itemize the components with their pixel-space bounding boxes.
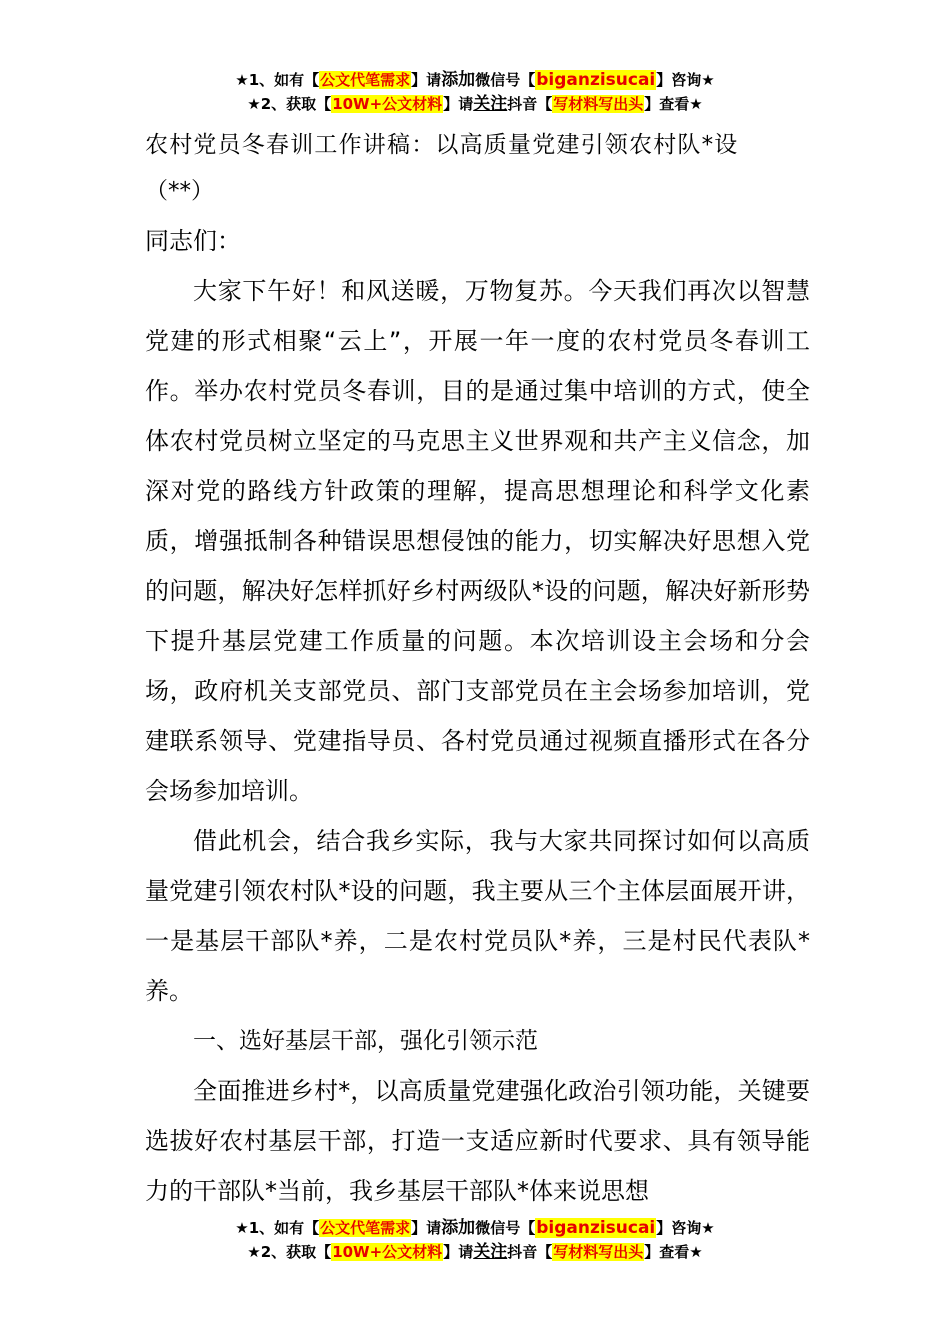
document-body xyxy=(145,122,810,1216)
highlight-service: 公文代笔需求 xyxy=(320,71,411,89)
paragraph-intro: 大家下午好！和风送暖，万物复苏。今天我们再次以智慧党建的形式相聚“云上”，开展一年一度的农村党员冬春训工作。举办农村党员冬春训，目的是通过集中培训的方式，使全体农村党员树立坚定的马克思主义世界观和共产主义信念，加深对党的路线方针政策的理解，提高思想理论和科学文化素质，增强抵制各种错误思想侵蚀的能力，切实解决好思想入党的问题，解决好怎样抓好乡村两级队*设的问题，解决好新形势下提升基层党建工作质量的问题。本次培训设主会场和分会场，政府机关支部党员、部门支部党员在主会场参加培训，党建联系领导、党建指导员、各村党员通过视频直播形式在各分会场参加培训。 xyxy=(145,277,810,805)
promo-line-2: ★2、获取【10W+公文材料】请关注抖音【写材料写出头】查看★ xyxy=(247,1242,703,1262)
document-title: 农村党员冬春训工作讲稿：以高质量党建引领农村队*设 xyxy=(145,132,739,158)
highlight-wechat-id: biganzisucai xyxy=(536,1218,656,1238)
highlight-douyin: 写材料写出头 xyxy=(553,95,644,113)
promo-banner-top xyxy=(0,68,950,116)
highlight-wechat-id: biganzisucai xyxy=(536,70,656,90)
highlight-materials: 10W+公文材料 xyxy=(332,95,443,113)
section-heading: 一、选好基层干部，强化引领示范 xyxy=(193,1028,538,1054)
promo-line-1: ★1、如有【公文代笔需求】请添加微信号【biganzisucai】咨询★ xyxy=(235,1218,715,1238)
section-paragraph: 全面推进乡村*，以高质量党建强化政治引领功能，关键要选拔好农村基层干部，打造一支适应新时代要求、具有领导能力的干部队*当前，我乡基层干部队*体来说思想 xyxy=(145,1077,810,1205)
highlight-service: 公文代笔需求 xyxy=(320,1219,411,1237)
paragraph-topics: 借此机会，结合我乡实际，我与大家共同探讨如何以高质量党建引领农村队*设的问题，我主要从三个主体层面展开讲，一是基层干部队*养，二是农村党员队*养，三是村民代表队*养。 xyxy=(145,827,810,1005)
promo-banner-bottom xyxy=(0,1216,950,1264)
highlight-douyin: 写材料写出头 xyxy=(553,1243,644,1261)
highlight-materials: 10W+公文材料 xyxy=(332,1243,443,1261)
salutation: 同志们： xyxy=(145,227,241,255)
promo-line-2: ★2、获取【10W+公文材料】请关注抖音【写材料写出头】查看★ xyxy=(247,94,703,114)
document-title-suffix: （**） xyxy=(145,178,214,204)
promo-line-1: ★1、如有【公文代笔需求】请添加微信号【biganzisucai】咨询★ xyxy=(235,70,715,90)
